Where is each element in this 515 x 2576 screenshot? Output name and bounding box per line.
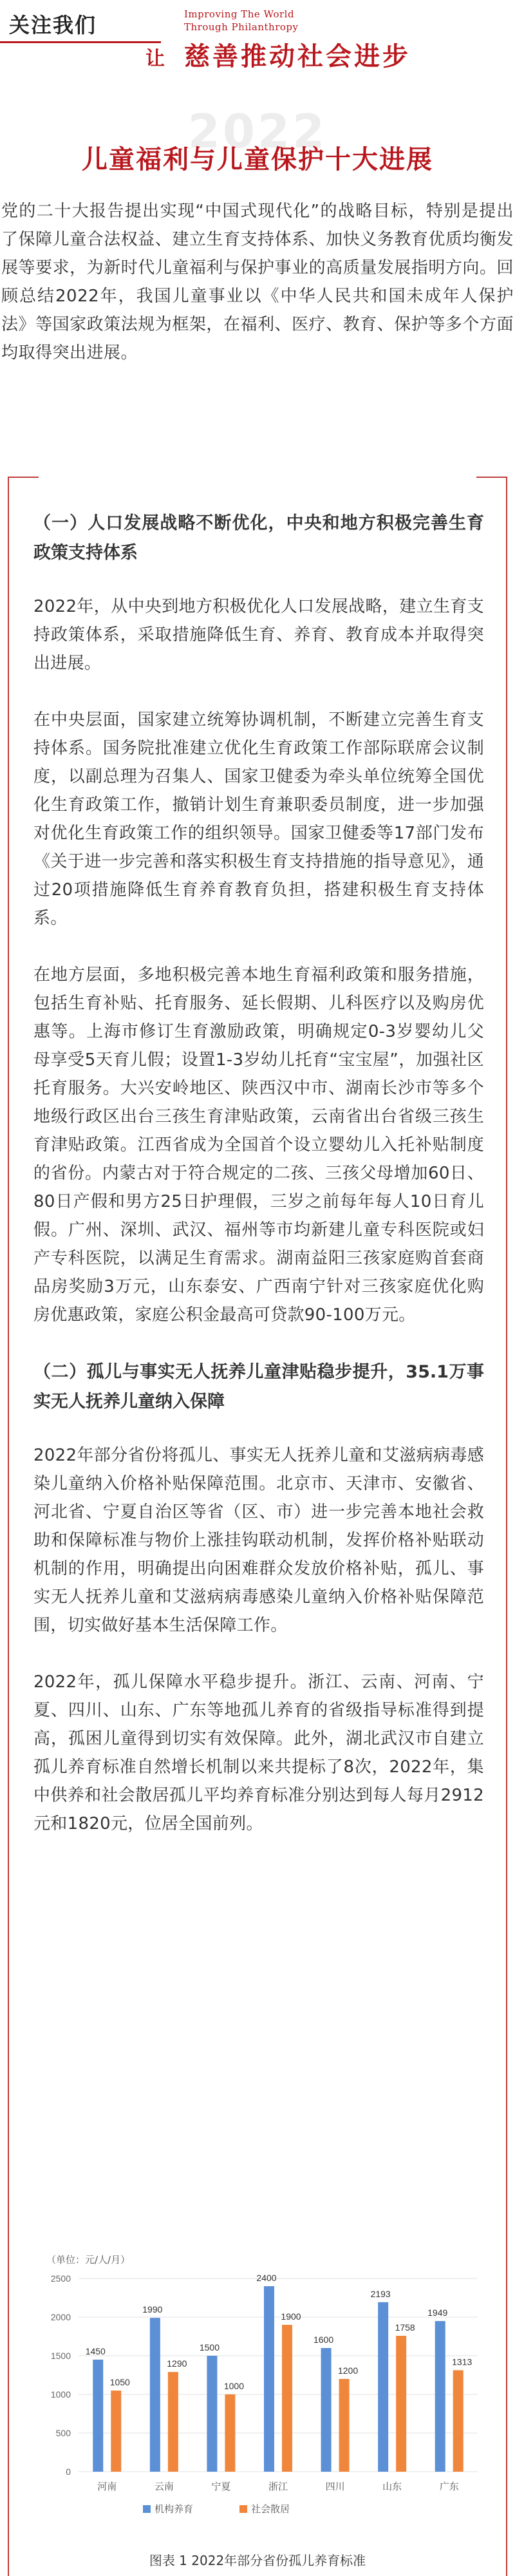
bar-institution [207,2356,217,2472]
section-1-title: （一）人口发展战略不断优化，中央和地方积极完善生育政策支持体系 [33,513,484,563]
section-2-paragraph: 2022年，孤儿保障水平稳步提升。浙江、云南、河南、宁夏、四川、山东、广东等地孤儿养育的省级指导标准得到提高，孤困儿童得到切实有效保障。此外，湖北武汉市自建立孤儿养育标准自然增长机制以来共提标了8次，2022年，集中供养和社会散居孤儿平均养育标准分别达到每人每月2912元和1820元，位居全国前列。 [33,1672,484,1833]
slogan-prefix: 让 [145,48,165,70]
bar-dispersed [168,2372,178,2472]
english-slogan [184,8,298,33]
bar-institution [435,2321,445,2472]
bar-dispersed [453,2370,464,2472]
header-divider [0,41,161,43]
legend-swatch [239,2505,247,2513]
bar-dispersed [396,2336,406,2472]
article-title: 儿童福利与儿童保护十大进展 [82,145,433,175]
bar-dispersed [111,2391,121,2472]
bar-institution [264,2286,274,2472]
data-label: 1290 [167,2358,187,2369]
bar-institution [378,2302,388,2472]
year-watermark: 2022 [187,104,328,158]
section-1-paragraph: 2022年，从中央到地方积极优化人口发展战略，建立生育支持政策体系，采取措施降低生育、养育、教育成本并取得突出进展。 [33,597,484,673]
x-tick-label: 河南 [97,2481,117,2492]
y-tick-label: 1000 [50,2389,71,2400]
header-banner [0,0,515,103]
x-tick-label: 四川 [325,2481,345,2492]
data-label: 1900 [281,2311,301,2322]
article-body [33,509,484,1866]
data-label: 1758 [395,2322,415,2333]
bar-dispersed [339,2379,350,2472]
bar-institution [321,2348,332,2472]
frame-gap [39,470,476,483]
y-tick-label: 500 [55,2428,71,2438]
data-label: 1990 [142,2304,163,2315]
figure-caption: 图表 1 2022年部分省份孤儿养育标准 [149,2553,366,2568]
y-tick-label: 2000 [50,2312,71,2322]
chart-svg [33,2253,484,2536]
legend-label: 社会散居 [251,2503,290,2515]
data-label: 2193 [370,2288,391,2299]
orphan-care-chart [33,2253,484,2536]
data-label: 1450 [85,2346,106,2356]
bar-dispersed [225,2394,235,2472]
section-2-title: （二）孤儿与事实无人抚养儿童津贴稳步提升，35.1万事实无人抚养儿童纳入保障 [33,1362,484,1412]
x-tick-label: 云南 [154,2481,174,2492]
intro-paragraph: 党的二十大报告提出实现“中国式现代化”的战略目标，特别是提出了保障儿童合法权益、建立生育支持体系、加快义务教育优质均衡发展等要求，为新时代儿童福利与保护事业的高质量发展指明方向。回顾总结2022年，我国儿童事业以《中华人民共和国未成年人保护法》等国家政策法规为框架，在福利、医疗、教育、保护等多个方面均取得突出进展。 [1,202,514,363]
y-tick-label: 0 [66,2467,71,2477]
english-slogan-line1: Improving The World [184,8,295,20]
legend-swatch [143,2505,151,2513]
data-label: 1313 [452,2356,473,2367]
slogan: 慈善推动社会进步 [184,41,411,71]
bar-dispersed [282,2325,292,2472]
data-label: 1949 [427,2307,448,2318]
x-tick-label: 浙江 [268,2481,288,2492]
english-slogan-line2: Through Philanthropy [184,21,299,33]
bar-institution [93,2360,103,2472]
follow-us-label: 关注我们 [9,13,97,37]
data-label: 1500 [199,2342,220,2353]
section-2-paragraph: 2022年部分省份将孤儿、事实无人抚养儿童和艾滋病病毒感染儿童纳入价格补贴保障范围。北京市、天津市、安徽省、河北省、宁夏自治区等省（区、市）进一步完善本地社会救助和保障标准与物价上涨挂钩联动机制，发挥价格补贴联动机制的作用，明确提出向困难群众发放价格补贴，孤儿、事实无人抚养儿童和艾滋病病毒感染儿童纳入价格补贴保障范围，切实做好基本生活保障工作。 [33,1446,484,1635]
x-tick-label: 广东 [439,2481,459,2492]
data-label: 1000 [223,2381,245,2391]
section-1-paragraph: 在地方层面，多地积极完善本地生育福利政策和服务措施，包括生育补贴、托育服务、延长假期、儿科医疗以及购房优惠等。上海市修订生育激励政策，明确规定0-3岁婴幼儿父母享受5天育儿假；设置1-3岁幼儿托育“宝宝屋”，加强社区托育服务。大兴安岭地区、陕西汉中市、湖南长沙市等多个地级行政区出台三孩生育津贴政策，云南省出台省级三孩生育津贴政策。江西省成为全国首个设立婴幼儿入托补贴制度的省份。内蒙古对于符合规定的二孩、三孩父母增加60日、80日产假和男方25日护理假，三岁之前每年每人10日育儿假。广州、深圳、武汉、福州等市均新建儿童专科医院或妇产专科医院，以满足生育需求。湖南益阳三孩家庭购首套商品房奖励3万元，山东泰安、广西南宁针对三孩家庭优化购房优惠政策，家庭公积金最高可贷款90-100万元。 [33,965,484,1325]
x-tick-label: 山东 [382,2481,402,2492]
data-label: 1600 [313,2334,334,2345]
y-tick-label: 2500 [50,2273,71,2284]
y-tick-label: 1500 [50,2351,71,2361]
section-1-paragraph: 在中央层面，国家建立统筹协调机制，不断建立完善生育支持体系。国务院批准建立优化生育政策工作部际联席会议制度，以副总理为召集人、国家卫健委为牵头单位统筹全国优化生育政策工作，撤销计划生育兼职委员制度，进一步加强对优化生育政策工作的组织领导。国家卫健委等17部门发布《关于进一步完善和落实积极生育支持措施的指导意见》，通过20项措施降低生育养育教育负担，搭建积极生育支持体系。 [33,710,484,928]
x-tick-label: 宁夏 [211,2481,231,2492]
chart-unit-label: （单位：元/人/月） [46,2254,131,2266]
data-label: 2400 [256,2273,277,2283]
legend-label: 机构养育 [154,2503,194,2515]
data-label: 1200 [337,2365,359,2376]
bar-institution [150,2318,160,2472]
data-label: 1050 [109,2377,130,2387]
